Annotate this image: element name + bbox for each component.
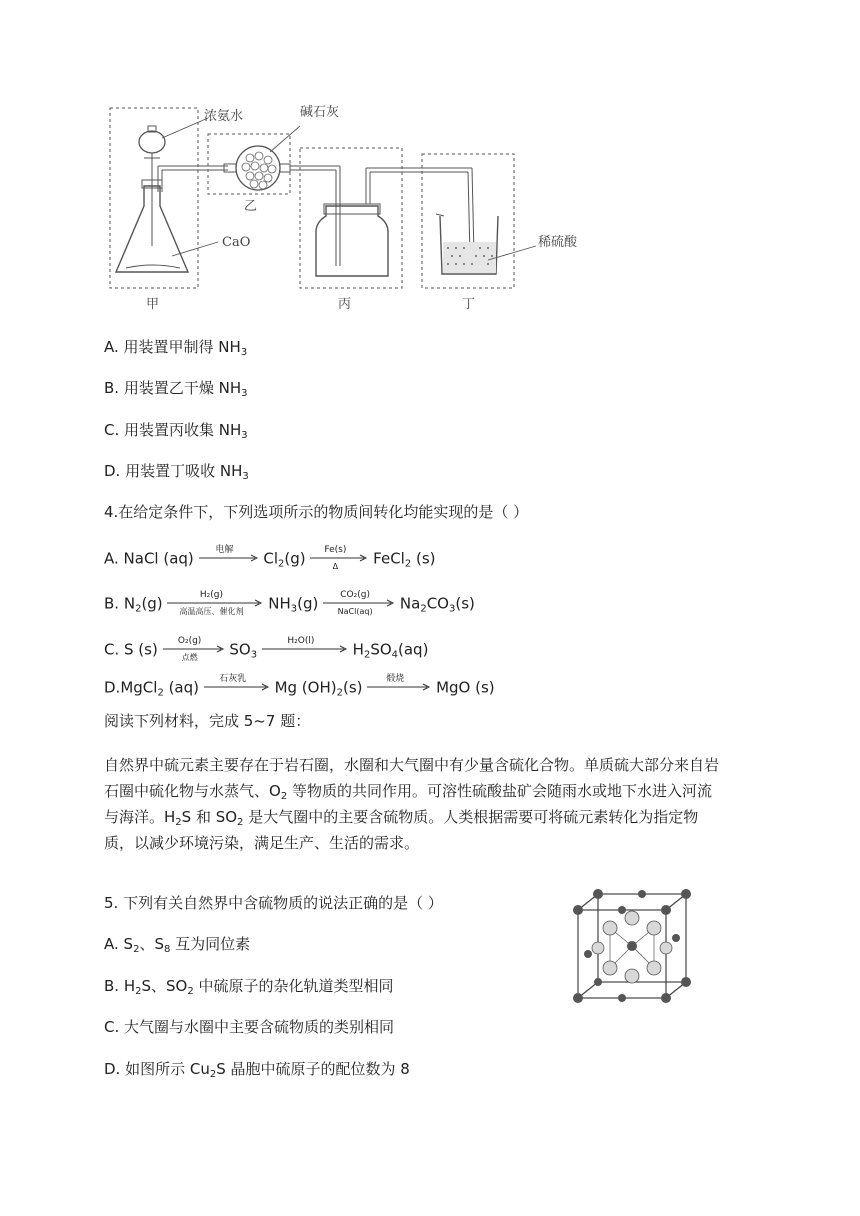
label-ammonia-water: 浓氨水 — [204, 109, 244, 124]
label-jia: 甲 — [146, 297, 160, 312]
q5-stem: 5. 下列有关自然界中含硫物质的说法正确的是（ ） — [104, 894, 443, 912]
q4-option-c: C. S (s) O₂(g) 点燃 $SO_3$ H₂O(l) $H_2SO_4(aq)$ — [104, 636, 429, 662]
q4-stem: 4.在给定条件下，下列选项所示的物质间转化均能实现的是（ ） — [104, 503, 529, 521]
label-dilute-sulfuric-acid: 稀硫酸 — [538, 235, 578, 250]
q3-option-c: C. 用装置丙收集 $NH_3$ — [104, 421, 248, 441]
label-bing: 丙 — [338, 297, 352, 312]
label-soda-lime: 碱石灰 — [300, 105, 340, 120]
reading-intro: 阅读下列材料，完成 5~7 题： — [104, 712, 311, 730]
q5-option-d: D. 如图所示 $Cu_2S$ 晶胞中硫原子的配位数为 8 — [104, 1060, 410, 1080]
label-ding: 丁 — [462, 297, 476, 312]
q5-option-b: B. $H_2S$、$SO_2$ 中硫原子的杂化轨道类型相同 — [104, 977, 394, 997]
q5-option-a: A. $S_2$、$S_8$ 互为同位素 — [104, 935, 251, 955]
q3-option-a: A. 用装置甲制得 $NH_3$ — [104, 338, 248, 358]
q4-option-a: A. NaCl (aq) 电解 $Cl_2(g)$ Fe(s) Δ FeCl$_2$ (s) — [104, 545, 436, 571]
label-yi: 乙 — [244, 199, 258, 214]
apparatus-diagram — [100, 96, 578, 316]
q3-option-d: D. 用装置丁吸收 $NH_3$ — [104, 462, 249, 482]
label-cao: CaO — [222, 235, 251, 250]
q3-option-b: B. 用装置乙干燥 $NH_3$ — [104, 379, 248, 399]
material-paragraph: 自然界中硫元素主要存在于岩石圈，水圈和大气圈中有少量含硫化合物。单质硫大部分来自岩 石圈中硫化物与水蒸气、$O_2$ 等物质的共同作用。可溶性硫酸盐矿会随雨水或地下水进入河流 与海洋。$H_2S$ 和 $SO_2$ 是大气圈中的主要含硫物质。人类根据需要可将硫元素转化为指定物 质，以减少环境污染，满足生产、生活的需求。 — [104, 756, 720, 852]
q4-option-b: B. $N_2(g)$ H₂(g) 高温高压、催化剂 $NH_3(g)$ CO₂(g) NaCl(aq) $Na_2CO_3(s)$ — [104, 590, 475, 616]
q4-option-d: D.MgCl$_2$ (aq) 石灰乳 Mg $(OH)_2(s)$ 煅烧 MgO (s) — [104, 674, 495, 699]
cu2s-unit-cell-diagram — [568, 888, 698, 1008]
q5-option-c: C. 大气圈与水圈中主要含硫物质的类别相同 — [104, 1018, 395, 1036]
